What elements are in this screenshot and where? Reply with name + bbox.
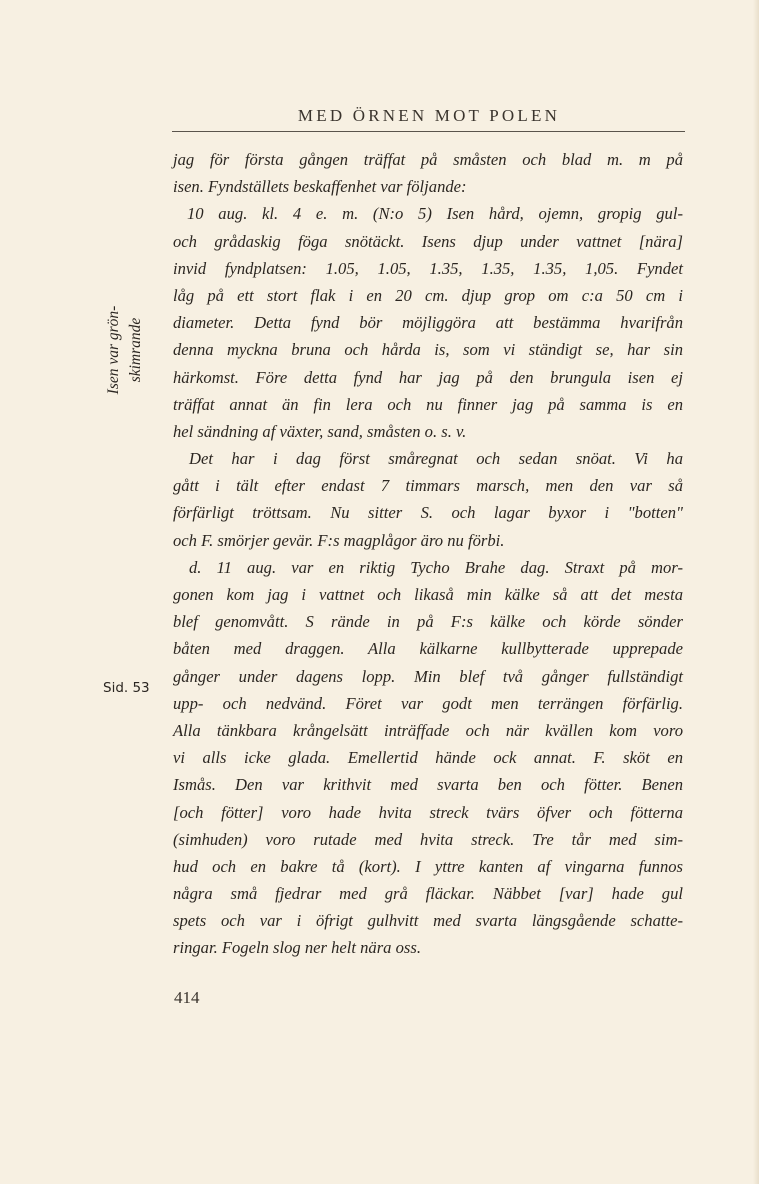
text-line: vi alls icke glada. Emellertid hände ock annat. F. sköt en [173,748,683,768]
body-text [173,146,683,962]
text-line: Alla tänkbara krångelsätt inträffade och när kvällen kom voro [173,720,683,740]
text-line: träffat annat än fin lera och nu finner jag på samma is en [173,394,683,414]
text-line: isen. Fyndställets beskaffenhet var följande: [173,177,467,197]
text-line: blef genomvått. S rände in på F:s kälke och körde sönder [173,612,683,632]
text-line: jag för första gången träffat på småsten och blad m. m på [173,150,683,169]
margin-note [103,290,163,410]
text-line: hud och en bakre tå (kort). I yttre kanten af vingarna funnos [173,856,683,876]
text-line: upp- och nedvänd. Föret var godt men terrängen förfärlig. [173,693,683,713]
text-line: och grådaskig föga snötäckt. Isens djup under vattnet [nära] [173,231,683,251]
text-line: Ismås. Den var krithvit med svarta ben och fötter. Benen [173,775,683,795]
text-line: låg på ett stort flak i en 20 cm. djup grop om c:a 50 cm i [173,285,683,305]
text-line: båten med draggen. Alla kälkarne kullbytterade upprepade [173,639,683,659]
margin-note-line: skimrande [127,317,144,383]
text-line: diameter. Detta fynd bör möjliggöra att bestämma hvarifrån [173,313,683,333]
margin-note-line: Isen var grön- [105,305,122,395]
text-line: [och fötter] voro hade hvita streck tvärs öfver och fötterna [173,802,683,822]
text-line: hel sändning af växter, sand, småsten o. s. v. [173,421,467,441]
text-line: Det har i dag först småregnat och sedan snöat. Vi ha [189,449,683,469]
text-line: 10 aug. kl. 4 e. m. (N:o 5) Isen hård, ojemn, gropig gul- [187,204,683,224]
text-line: d. 11 aug. var en riktig Tycho Brahe dag. Straxt på mor- [189,557,683,577]
text-line: invid fyndplatsen: 1.05, 1.05, 1.35, 1.35, 1.35, 1,05. Fyndet [173,258,683,278]
running-head: MED ÖRNEN MOT POLEN [297,106,561,125]
text-line: spets och var i öfrigt gulhvitt med svarta längsgående schatte- [173,911,683,931]
text-line: (simhuden) voro rutade med hvita streck. Tre tår med sim- [173,829,683,849]
text-line: härkomst. Före detta fynd har jag på den brungula isen ej [173,367,683,387]
text-line: några små fjedrar med grå fläckar. Näbbet [var] hade gul [173,884,683,904]
side-reference: Sid. 53 [103,680,150,696]
page-edge [753,0,759,1184]
text-line: denna myckna bruna och hårda is, som vi ständigt se, har sin [173,340,683,360]
page-number: 414 [174,988,200,1007]
header-rule [172,131,685,132]
text-line: gonen kom jag i vattnet och likaså min kälke så att det mesta [173,585,683,604]
text-line: och F. smörjer gevär. F:s magplågor äro nu förbi. [173,530,505,550]
text-line: gått i tält efter endast 7 timmars marsch, men den var så [173,476,683,496]
text-line: ringar. Fogeln slog ner helt nära oss. [173,938,421,958]
text-line: gånger under dagens lopp. Min blef två gånger fullständigt [173,666,683,686]
text-line: förfärligt tröttsam. Nu sitter S. och lagar byxor i "botten" [173,503,683,523]
